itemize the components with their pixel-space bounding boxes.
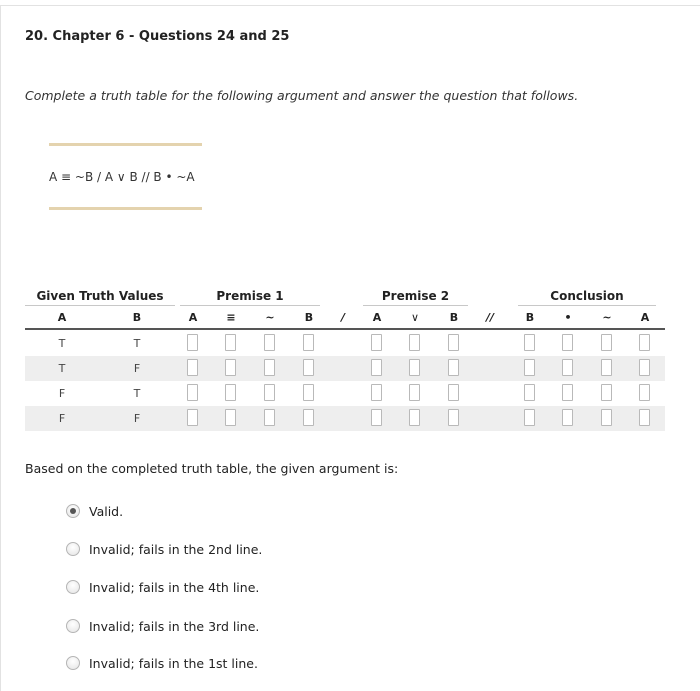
- col-given-a: A: [57, 311, 67, 324]
- truth-input-p2-a[interactable]: [371, 334, 382, 351]
- given-a-value: F: [58, 412, 66, 425]
- col-slash: /: [340, 311, 346, 324]
- given-b-value: F: [133, 362, 141, 375]
- radio-button[interactable]: [66, 542, 80, 556]
- truth-input-c-b[interactable]: [524, 359, 535, 376]
- truth-input-p1-not[interactable]: [264, 359, 275, 376]
- given-b-value: F: [133, 412, 141, 425]
- given-a-value: F: [58, 387, 66, 400]
- radio-button-selected[interactable]: [66, 504, 80, 518]
- truth-input-p2-or[interactable]: [409, 334, 420, 351]
- option-label[interactable]: Invalid; fails in the 2nd line.: [89, 542, 263, 557]
- truth-input-p2-b[interactable]: [448, 384, 459, 401]
- group-premise-1: Premise 1: [216, 289, 284, 303]
- truth-input-p1-not[interactable]: [264, 334, 275, 351]
- col-p2-or: ∨: [410, 311, 420, 324]
- truth-input-p1-a[interactable]: [187, 409, 198, 426]
- truth-input-c-not[interactable]: [601, 409, 612, 426]
- group-given-truth-values: Given Truth Values: [36, 289, 164, 303]
- truth-input-c-b[interactable]: [524, 384, 535, 401]
- col-p2-a: A: [372, 311, 382, 324]
- question-title: 20. Chapter 6 - Questions 24 and 25: [25, 29, 290, 44]
- option-label[interactable]: Invalid; fails in the 4th line.: [89, 580, 260, 595]
- col-double-slash: //: [485, 311, 495, 324]
- group-given-underline: [25, 305, 175, 306]
- given-a-value: T: [58, 362, 66, 375]
- truth-input-p1-equiv[interactable]: [225, 409, 236, 426]
- given-b-value: T: [133, 387, 141, 400]
- group-premise-1-underline: [180, 305, 320, 306]
- radio-button[interactable]: [66, 656, 80, 670]
- truth-input-p1-equiv[interactable]: [225, 384, 236, 401]
- truth-input-p1-a[interactable]: [187, 384, 198, 401]
- truth-input-c-b[interactable]: [524, 409, 535, 426]
- radio-button[interactable]: [66, 580, 80, 594]
- truth-input-p2-b[interactable]: [448, 359, 459, 376]
- given-b-value: T: [133, 337, 141, 350]
- truth-input-c-b[interactable]: [524, 334, 535, 351]
- truth-input-c-dot[interactable]: [562, 334, 573, 351]
- truth-input-c-a[interactable]: [639, 409, 650, 426]
- option-label[interactable]: Valid.: [89, 504, 124, 519]
- truth-input-p2-or[interactable]: [409, 409, 420, 426]
- table-row: [25, 356, 665, 381]
- truth-input-c-a[interactable]: [639, 384, 650, 401]
- argument-text: A ≡ ~B / A ∨ B // B • ~A: [49, 170, 195, 184]
- truth-input-c-not[interactable]: [601, 384, 612, 401]
- group-premise-2-underline: [363, 305, 468, 306]
- group-conclusion-underline: [518, 305, 656, 306]
- group-conclusion: Conclusion: [550, 289, 624, 303]
- argument-bottom-rule: [49, 207, 202, 210]
- truth-input-p2-a[interactable]: [371, 409, 382, 426]
- table-row: [25, 381, 665, 406]
- truth-input-c-a[interactable]: [639, 334, 650, 351]
- table-row: [25, 406, 665, 431]
- validity-prompt: Based on the completed truth table, the given argument is:: [25, 461, 399, 476]
- option-label[interactable]: Invalid; fails in the 1st line.: [89, 656, 258, 671]
- truth-input-p1-a[interactable]: [187, 359, 198, 376]
- truth-input-p2-or[interactable]: [409, 384, 420, 401]
- truth-input-p1-b[interactable]: [303, 384, 314, 401]
- truth-input-p1-a[interactable]: [187, 334, 198, 351]
- truth-input-c-dot[interactable]: [562, 359, 573, 376]
- truth-input-p1-not[interactable]: [264, 384, 275, 401]
- truth-input-p1-equiv[interactable]: [225, 359, 236, 376]
- truth-input-p1-not[interactable]: [264, 409, 275, 426]
- col-c-not: ~: [602, 311, 612, 324]
- argument-top-rule: [49, 143, 202, 146]
- truth-input-c-dot[interactable]: [562, 409, 573, 426]
- col-given-b: B: [132, 311, 142, 324]
- option-label[interactable]: Invalid; fails in the 3rd line.: [89, 619, 260, 634]
- truth-input-p2-b[interactable]: [448, 334, 459, 351]
- truth-input-c-not[interactable]: [601, 334, 612, 351]
- col-p2-b: B: [449, 311, 459, 324]
- truth-input-p2-a[interactable]: [371, 384, 382, 401]
- truth-input-p1-b[interactable]: [303, 334, 314, 351]
- given-a-value: T: [58, 337, 66, 350]
- truth-input-c-a[interactable]: [639, 359, 650, 376]
- col-p1-a: A: [188, 311, 198, 324]
- col-p1-not: ~: [265, 311, 275, 324]
- truth-input-c-not[interactable]: [601, 359, 612, 376]
- col-c-dot: •: [564, 311, 572, 324]
- col-c-b: B: [525, 311, 535, 324]
- question-instruction: Complete a truth table for the following argument and answer the question that follows.: [25, 88, 579, 103]
- group-premise-2: Premise 2: [381, 289, 450, 303]
- table-header-rule: [25, 328, 665, 330]
- truth-input-p1-b[interactable]: [303, 359, 314, 376]
- truth-input-p1-b[interactable]: [303, 409, 314, 426]
- col-p1-b: B: [304, 311, 314, 324]
- truth-input-p2-or[interactable]: [409, 359, 420, 376]
- truth-input-c-dot[interactable]: [562, 384, 573, 401]
- table-row: [25, 331, 665, 356]
- truth-input-p2-b[interactable]: [448, 409, 459, 426]
- col-p1-equiv: ≡: [226, 311, 236, 324]
- radio-button[interactable]: [66, 619, 80, 633]
- truth-input-p1-equiv[interactable]: [225, 334, 236, 351]
- col-c-a: A: [640, 311, 650, 324]
- truth-input-p2-a[interactable]: [371, 359, 382, 376]
